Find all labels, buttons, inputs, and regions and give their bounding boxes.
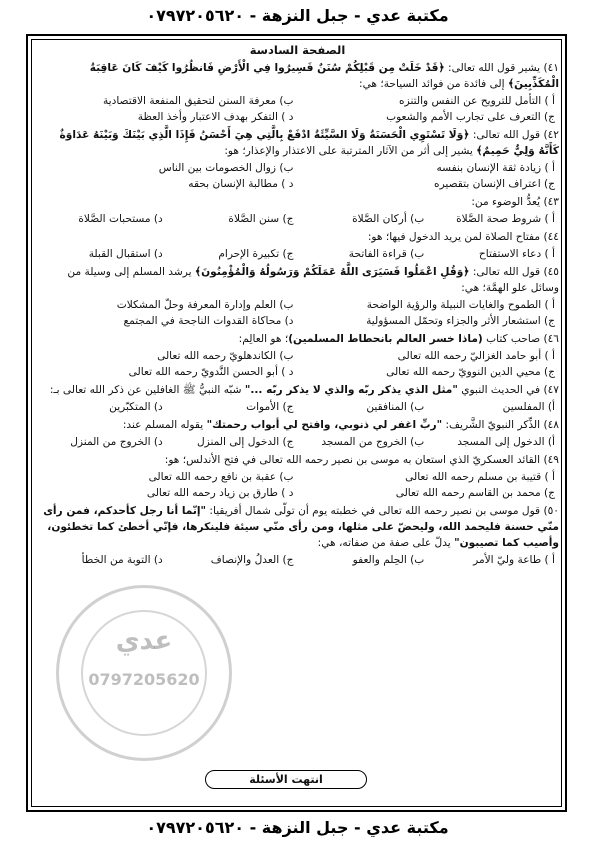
options-44 — [36, 246, 559, 262]
options-41 — [36, 93, 559, 125]
option-d[interactable]: د ) طارق بن زياد رحمه الله تعالى — [146, 487, 294, 499]
stamp-name: عدي — [115, 626, 173, 656]
options-45 — [36, 297, 559, 329]
option-b[interactable]: ب) عقبة بن نافع رحمه الله تعالى — [148, 471, 294, 483]
option-c[interactable]: ج) محمد بن القاسم رحمه الله تعالى — [395, 487, 555, 499]
question-text: ٤٢) قول الله تعالى: — [469, 129, 559, 141]
question-text-end: ؛ هو العالِم: — [238, 333, 289, 345]
option-c[interactable]: ج) استشعار الأثر والجزاء وتحمّل المسؤولية — [366, 315, 555, 327]
library-header-top: مكتبة عدي - جبل النزهة - ٠٧٩٧٢٠٥٦٢٠ — [146, 6, 449, 25]
options-48 — [36, 434, 559, 450]
options-43 — [36, 211, 559, 227]
option-b[interactable]: ب) المنافقين — [366, 401, 425, 413]
option-c[interactable]: ج) العدلُ والإنصاف — [210, 554, 294, 566]
question-text: ٤٧) في الحديث النبوي — [457, 384, 559, 396]
option-b[interactable]: ب) معرفة السنن لتحقيق المنفعة الاقتصادية — [102, 95, 294, 107]
question-42 — [36, 127, 559, 159]
option-c[interactable]: ج) الأموات — [246, 401, 294, 413]
option-b[interactable]: ب) العلم وإدارة المعرفة وحلّ المشكلات — [116, 299, 294, 311]
question-text: ٤٩) القائد العسكريّ الذي استعان به موسى بن نصير رحمه الله تعالى في فتح الأندلس؛ هو: — [164, 454, 559, 466]
question-text-end: يدلّ على صفة من صفاته، هي: — [317, 537, 455, 549]
exam-content — [36, 42, 559, 810]
option-a[interactable]: أ ) الطموح والغايات النبيلة والرؤية الواضحة — [366, 299, 555, 311]
option-a[interactable]: أ) الدخول إلى المسجد — [457, 436, 555, 448]
question-quote: ﴿وَقُلِ اعْمَلُوا فَسَيَرَى اللَّهُ عَمَلَكُمْ وَرَسُولُهُ وَالْمُؤْمِنُونَ﴾ — [194, 266, 470, 278]
option-b[interactable]: ب) زوال الخصومات بين الناس — [158, 162, 294, 174]
option-c[interactable]: ج) سنن الصَّلاة — [228, 213, 294, 225]
options-47 — [36, 399, 559, 415]
question-quote: ﴿وَلَا تَسْتَوِي الْحَسَنَةُ وَلَا السَّيِّئَةُ ادْفَعْ بِالَّتِي هِيَ أَحْسَنُ فَإِذَا الَّذِي بَيْنَكَ وَبَيْنَهُ عَدَاوَةٌ كَأَنَّهُ وَلِيٌّ حَمِيمٌ﴾ — [59, 129, 559, 157]
question-text: ٤٥) قول الله تعالى: — [469, 266, 559, 278]
option-b[interactable]: ب) الخروج من المسجد — [321, 436, 425, 448]
question-quote: "إنّما أنا رجل كأحدكم، فمن رأى منّي حسنة فليحمد الله، وليحضّ على مثلها، ومن رأى منّي سيئة فلينكرها، فإنّي أخطئ كما تخطئون، وأصيب كما تصيبون" — [43, 505, 559, 549]
question-43 — [36, 194, 559, 210]
option-c[interactable]: ج) محيي الدين النوويّ رحمه الله تعالى — [386, 366, 555, 378]
question-text: ٥٠) قول موسى بن نصير رحمه الله تعالى في خطبته يوم أن تولّى شمال أفريقيا: — [206, 505, 559, 517]
question-text: ٤٣) يُعدُّ الوضوء من: — [471, 196, 559, 208]
option-c[interactable]: ج) التعرف على تجارب الأمم والشعوب — [386, 111, 555, 123]
option-a[interactable]: أ ) زيادة ثقة الإنسان بنفسه — [436, 162, 555, 174]
question-text: ٤١) يشير قول الله تعالى: — [444, 62, 559, 74]
option-d[interactable]: د ) مطالبة الإنسان بحقه — [188, 178, 294, 190]
option-d[interactable]: د) مستحبات الصَّلاة — [78, 213, 163, 225]
option-c[interactable]: ج) اعتراف الإنسان بتقصيره — [434, 178, 555, 190]
stamp-phone: 0797205620 — [88, 670, 200, 689]
question-text: ٤٦) صاحب كتاب — [482, 333, 559, 345]
options-46 — [36, 348, 559, 380]
question-41 — [36, 60, 559, 92]
option-b[interactable]: ب) قراءة الفاتحة — [348, 248, 425, 260]
option-a[interactable]: أ ) أبو حامد الغزاليّ رحمه الله تعالى — [397, 350, 555, 362]
question-44 — [36, 229, 559, 245]
options-49 — [36, 469, 559, 501]
option-c[interactable]: ج) الدخول إلى المنزل — [196, 436, 294, 448]
question-text: ٤٤) مفتاح الصلاة لمن يريد الدخول فيها؛ هو: — [367, 231, 559, 243]
question-47 — [36, 382, 559, 398]
option-d[interactable]: د) محاكاة القدوات الناجحة في المجتمع — [123, 315, 294, 327]
question-text-end: يرشد المسلم إلى وسيلة من وسائل علو الهمَّة؛ هي: — [67, 266, 559, 294]
option-a[interactable]: أ ) التأمل للترويح عن النفس والتنزه — [399, 95, 555, 107]
option-c[interactable]: ج) تكبيرة الإحرام — [218, 248, 294, 260]
option-b[interactable]: ب) الكاندهلويّ رحمه الله تعالى — [157, 350, 294, 362]
question-49 — [36, 452, 559, 468]
options-42 — [36, 160, 559, 192]
question-text-end: يشير إلى أثر من الآثار المترتبة على الاعتذار والإعذار؛ هو: — [224, 145, 477, 157]
option-d[interactable]: د) الخروج من المنزل — [70, 436, 163, 448]
question-text-end: شبّه النبيُّ ﷺ الغافلين عن ذكر الله تعالى بـ: — [49, 384, 245, 396]
question-45 — [36, 264, 559, 296]
option-a[interactable]: أ ) دعاء الاستفتاح — [478, 248, 555, 260]
page-title: الصفحة السادسة — [249, 43, 346, 57]
question-quote: ﴿قَدْ خَلَتْ مِن قَبْلِكُمْ سُنَنٌ فَسِيرُوا فِي الْأَرْضِ فَانظُرُوا كَيْفَ كَانَ عَاقِبَةُ الْمُكَذِّبِينَ﴾ — [89, 62, 559, 90]
option-a[interactable]: أ ) قتيبة بن مسلم رحمه الله تعالى — [405, 471, 555, 483]
question-46 — [36, 331, 559, 347]
option-d[interactable]: د ) أبو الحسن النَّدويّ رحمه الله تعالى — [128, 366, 294, 378]
question-quote: (ماذا خسر العالم بانحطاط المسلمين) — [288, 333, 483, 345]
option-a[interactable]: أ) المفلسين — [502, 401, 555, 413]
question-50 — [36, 503, 559, 551]
option-d[interactable]: د) المتكبّرين — [109, 401, 163, 413]
option-a[interactable]: أ ) شروط صحة الصَّلاة — [456, 213, 555, 225]
option-b[interactable]: ب) الحِلم والعفو — [352, 554, 425, 566]
question-text-end: يقوله المسلم عند: — [122, 419, 207, 431]
option-d[interactable]: د) استقبال القبلة — [88, 248, 163, 260]
question-quote: "مثل الذي يذكر ربّه والذي لا يذكر ربّه ..." — [244, 384, 458, 396]
library-header-bottom: مكتبة عدي - جبل النزهة - ٠٧٩٧٢٠٥٦٢٠ — [146, 818, 449, 837]
option-a[interactable]: أ ) طاعة وليّ الأمر — [473, 554, 555, 566]
end-of-questions: انتهت الأسئلة — [205, 770, 367, 789]
option-b[interactable]: ب) أركان الصَّلاة — [352, 213, 425, 225]
question-text-end: إلى فائدة من فوائد السياحة؛ هي: — [359, 78, 508, 90]
question-48 — [36, 417, 559, 433]
option-d[interactable]: د ) التفكر بهدف الاعتبار وأخذ العظة — [137, 111, 294, 123]
options-50 — [36, 552, 559, 568]
option-d[interactable]: د) التوبة من الخطأ — [81, 554, 163, 566]
question-quote: "ربِّ اغفر لي ذنوبي، وافتح لي أبواب رحمتك" — [206, 419, 443, 431]
question-text: ٤٨) الذِّكر النبويّ الشَّريف: — [442, 419, 559, 431]
